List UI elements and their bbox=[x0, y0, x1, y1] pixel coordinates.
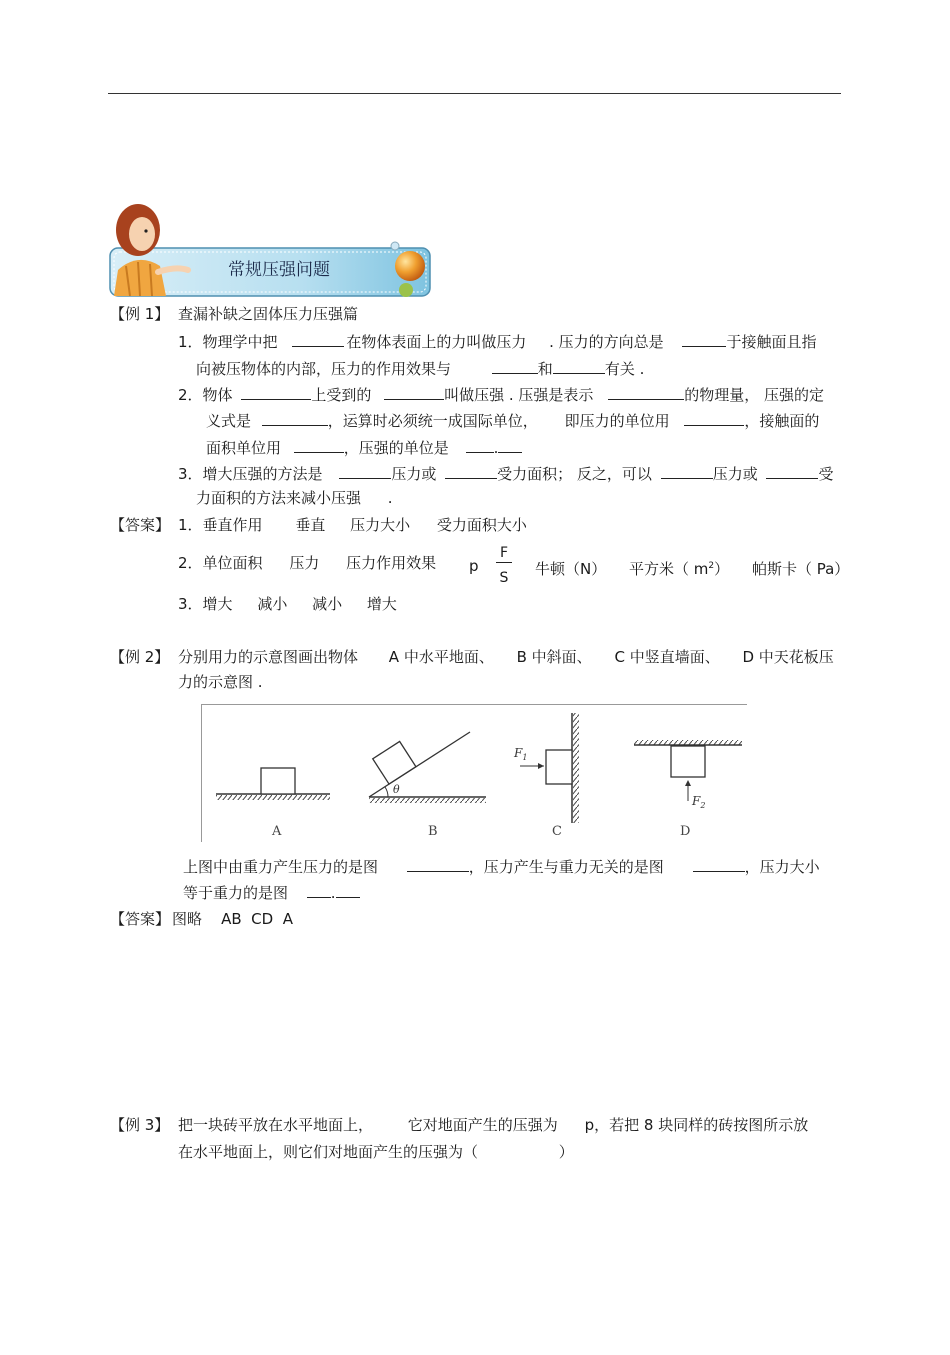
diagram-d bbox=[634, 740, 742, 810]
ans1-p: p bbox=[469, 557, 479, 575]
ex3-tag: 【例 3】 bbox=[110, 1116, 170, 1134]
ex2-line2: 力的示意图 . bbox=[178, 673, 263, 691]
blank bbox=[466, 437, 494, 453]
blank bbox=[661, 463, 713, 479]
ex2-question-line2: 等于重力的是图 . bbox=[183, 882, 360, 903]
ex2-line1: 分别用力的示意图画出物体 A 中水平地面、 B 中斜面、 C 中竖直墙面、 D 中天花板压 bbox=[178, 648, 834, 666]
diagram-a bbox=[216, 768, 330, 800]
blank bbox=[336, 882, 360, 898]
ex3-line1: 把一块砖平放在水平地面上， 它对地面产生的压强为 p，若把 8 块同样的砖按图所示放 bbox=[178, 1116, 809, 1134]
fig-label-c: C bbox=[552, 824, 562, 839]
ans2-tag: 【答案】 bbox=[110, 910, 171, 928]
blank bbox=[682, 331, 726, 347]
ex1-q3-line2: 力面积的方法来减小压强 . bbox=[196, 489, 393, 507]
ans1-line3: 3．增大 减小 减小 增大 bbox=[178, 595, 397, 613]
fig-label-a: A bbox=[272, 824, 282, 839]
force-diagrams bbox=[202, 705, 748, 843]
diagram-b bbox=[369, 732, 486, 803]
fraction-bar bbox=[496, 562, 512, 563]
ans1-line1: 1．垂直作用 垂直 压力大小 受力面积大小 bbox=[178, 516, 527, 534]
fig-label-d: D bbox=[680, 824, 691, 839]
blank bbox=[693, 856, 745, 872]
theta-label: θ bbox=[393, 783, 400, 796]
f2-label: $F_2$ bbox=[692, 794, 706, 810]
ex1-q1-line1: 1．物理学中把 在物体表面上的力叫做压力 . 压力的方向总是 于接触面且指 bbox=[178, 333, 817, 351]
section-banner bbox=[108, 200, 433, 300]
f1-label: $F_1$ bbox=[514, 746, 528, 762]
blank bbox=[407, 856, 469, 872]
ans1-tag: 【答案】 bbox=[110, 516, 171, 534]
ex2-tag: 【例 2】 bbox=[110, 648, 170, 666]
blank bbox=[294, 437, 344, 453]
fraction-numerator: F bbox=[499, 545, 509, 561]
ex1-title: 查漏补缺之固体压力压强篇 bbox=[178, 305, 359, 323]
ex2-question-line1: 上图中由重力产生压力的是图 ，压力产生与重力无关的是图 ，压力大小 bbox=[183, 858, 820, 876]
blank bbox=[684, 410, 744, 426]
header-rule bbox=[108, 93, 841, 94]
ex1-q1-line2: 向被压物体的内部，压力的作用效果与 和 有关 . bbox=[196, 360, 645, 378]
blank bbox=[384, 384, 444, 400]
ex1-q2-line3: 面积单位用 ，压强的单位是 . bbox=[206, 437, 522, 458]
ans1-line2-b: 牛顿（N） 平方米（ $m^2$） 帕斯卡（ Pa） bbox=[535, 560, 850, 578]
ans2-text: 图略 AB CD A bbox=[172, 910, 293, 928]
blank bbox=[498, 437, 522, 453]
blank bbox=[339, 463, 391, 479]
fraction-denominator: S bbox=[499, 570, 509, 586]
blank bbox=[292, 331, 344, 347]
blank bbox=[492, 358, 538, 374]
blank bbox=[445, 463, 497, 479]
ex1-q3-line1: 3．增大压强的方法是 压力或 受力面积； 反之，可以 压力或 受 bbox=[178, 465, 834, 483]
blank bbox=[608, 384, 684, 400]
force-diagram-figure bbox=[201, 704, 747, 842]
diagram-c bbox=[513, 713, 579, 823]
banner-title: 常规压强问题 bbox=[228, 260, 330, 280]
ex1-tag: 【例 1】 bbox=[110, 305, 170, 323]
ex1-q2-line2: 义式是 ，运算时必须统一成国际单位， 即压力的单位用 ，接触面的 bbox=[206, 412, 820, 430]
blank bbox=[766, 463, 818, 479]
fig-label-b: B bbox=[428, 824, 438, 839]
ans1-line2-a: 2．单位面积 压力 压力作用效果 bbox=[178, 554, 437, 572]
banner-illustration bbox=[108, 200, 433, 300]
blank bbox=[241, 384, 311, 400]
blank bbox=[553, 358, 605, 374]
blank bbox=[307, 882, 331, 898]
ex3-line2: 在水平地面上，则它们对地面产生的压强为（ ） bbox=[178, 1143, 574, 1161]
blank bbox=[262, 410, 328, 426]
ex1-q2-line1: 2．物体 上受到的 叫做压强 . 压强是表示 的物理量， 压强的定 bbox=[178, 386, 824, 404]
